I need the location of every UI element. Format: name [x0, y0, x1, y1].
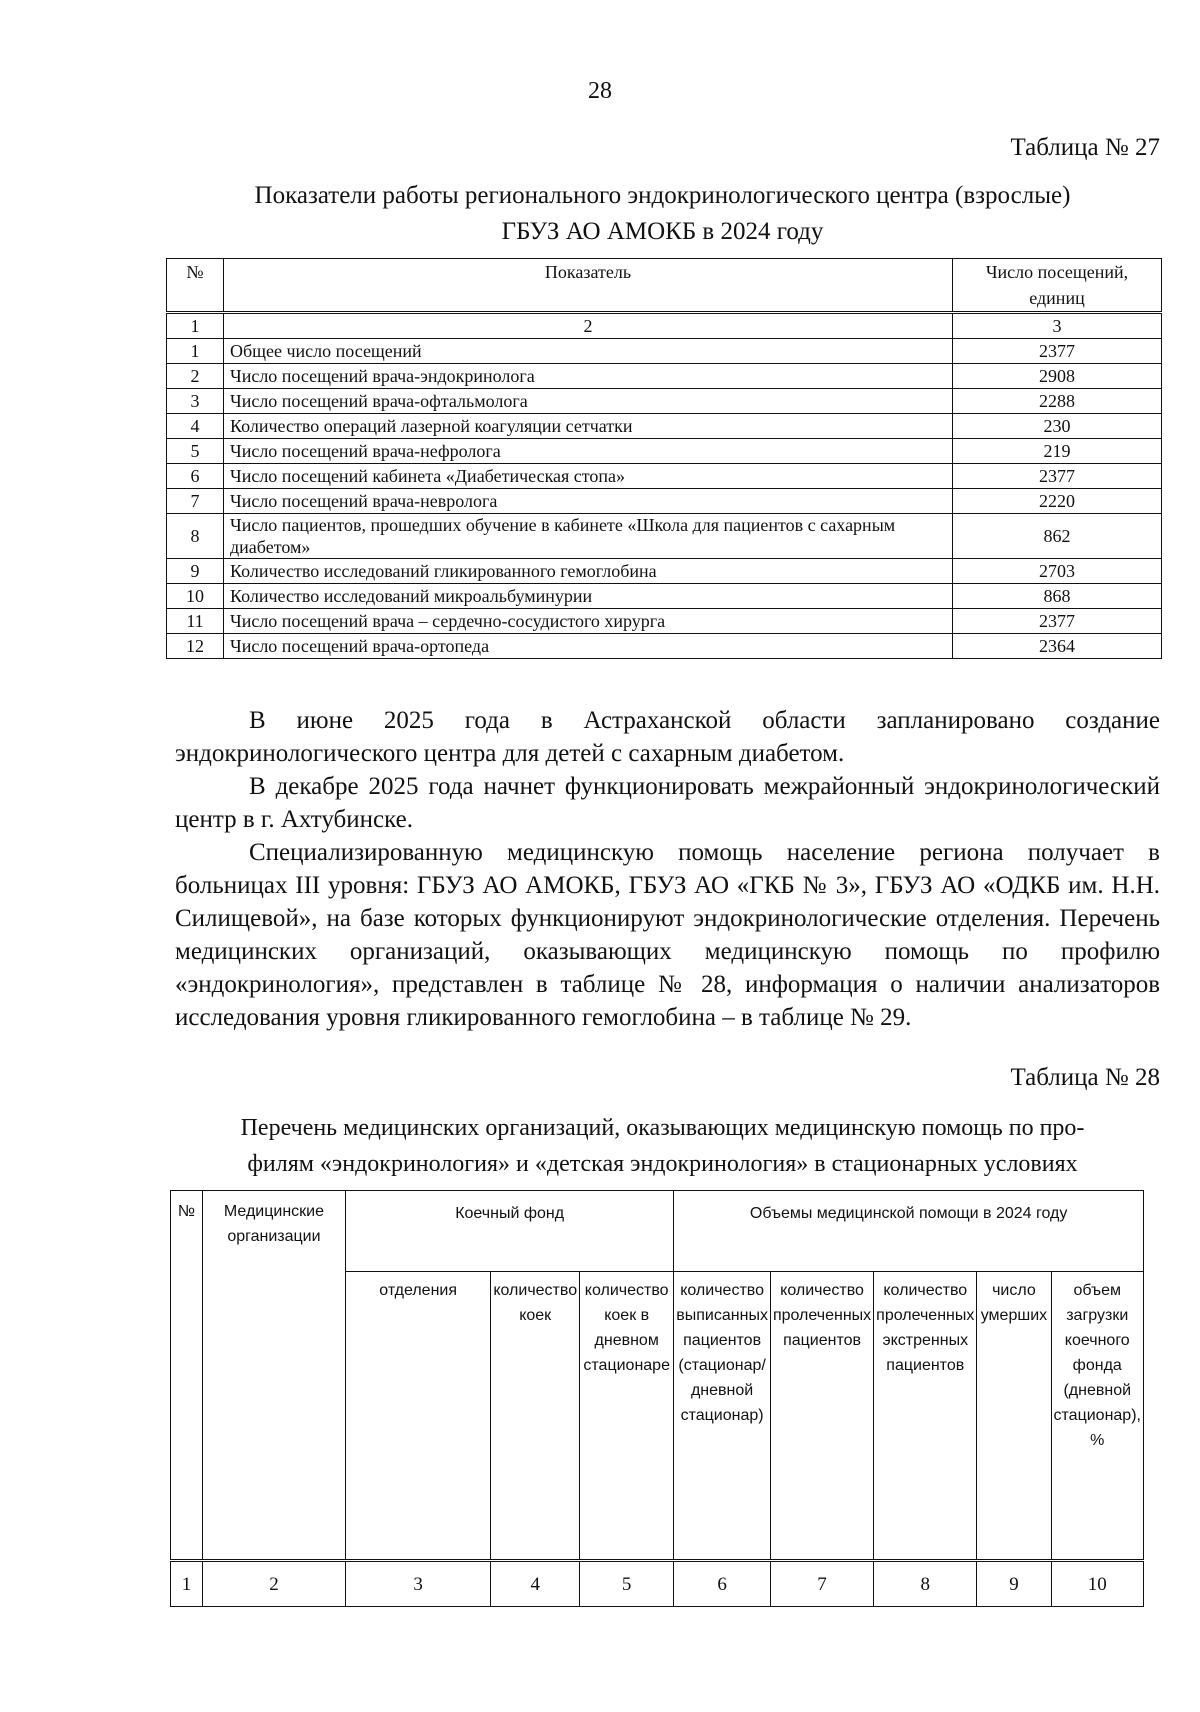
table-28: [170, 1190, 1144, 1607]
row-num: 1: [167, 339, 224, 364]
row-label: Количество исследований микроальбуминурии: [224, 584, 953, 609]
row-value: 2377: [953, 464, 1162, 489]
page-number: 28: [588, 78, 612, 104]
row-value: 862: [953, 514, 1162, 559]
paragraph: В июне 2025 года в Астраханской области запланировано создание эндокринологического центра для детей с сахарным диабетом.: [175, 707, 1160, 767]
subheader-departments: отделения: [345, 1272, 490, 1561]
row-label: Число посещений врача-офтальмолога: [224, 389, 953, 414]
row-num: 7: [167, 489, 224, 514]
table-row: [167, 559, 1162, 584]
table-28-title-line1: Перечень медицинских организаций, оказывающих медицинскую помощь по про-: [240, 1115, 1085, 1141]
table-28-label: Таблица № 28: [1010, 1064, 1160, 1091]
header-organizations: Медицинские организации: [202, 1191, 345, 1561]
index-cell: 6: [674, 1561, 771, 1607]
table-header-row: [167, 259, 1162, 313]
subheader-load: объем загрузки коечного фонда (дневной стационар), %: [1051, 1272, 1144, 1561]
row-value: 2703: [953, 559, 1162, 584]
row-num: 2: [167, 364, 224, 389]
row-label: Число посещений врача-невролога: [224, 489, 953, 514]
index-cell: 5: [580, 1561, 674, 1607]
table-row: [167, 609, 1162, 634]
subheader-emergency-treated: количество пролеченных экстренных пациентов: [874, 1272, 977, 1561]
table-row: [167, 634, 1162, 659]
index-cell: 7: [770, 1561, 873, 1607]
header-indicator: Показатель: [224, 259, 953, 313]
table-row: [167, 514, 1162, 559]
row-label: Число посещений врача-нефролога: [224, 439, 953, 464]
row-num: 8: [167, 514, 224, 559]
row-num: 10: [167, 584, 224, 609]
row-value: 2288: [953, 389, 1162, 414]
header-volumes: Объемы медицинской помощи в 2024 году: [674, 1191, 1144, 1272]
table-row: [167, 364, 1162, 389]
header-num: №: [167, 259, 224, 313]
row-num: 3: [167, 389, 224, 414]
index-cell: 3: [345, 1561, 490, 1607]
row-value: 2364: [953, 634, 1162, 659]
row-label: Число посещений врача-эндокринолога: [224, 364, 953, 389]
row-label: Количество операций лазерной коагуляции сетчатки: [224, 414, 953, 439]
header-visits: Число посещений, единиц: [953, 259, 1162, 313]
subheader-beds: количество коек: [491, 1272, 580, 1561]
row-label: Число пациентов, прошедших обучение в кабинете «Школа для пациентов с сахарным диабетом»: [224, 514, 953, 559]
row-num: 11: [167, 609, 224, 634]
table-index-row: [171, 1561, 1144, 1607]
header-num: №: [171, 1191, 203, 1561]
paragraph: Специализированную медицинскую помощь население региона получает в больницах III уровня: ГБУЗ АО АМОКБ, ГБУЗ АО «ГКБ № 3», ГБУЗ АО «ОДКБ им. Н.Н. Силищевой», на базе которых функционируют эндокринологические отделения. Перечень медицинских организаций, оказывающих медицинскую помощь по профилю «эндокринология», представлен в таблице № 28, информация о наличии анализаторов исследования уровня гликированного гемоглобина – в таблице № 29.: [175, 839, 1160, 1031]
table-27-title-line1: Показатели работы регионального эндокринологического центра (взрослые): [254, 182, 1071, 209]
table-index-row: [167, 313, 1162, 339]
row-num: 9: [167, 559, 224, 584]
index-cell: 1: [171, 1561, 203, 1607]
row-value: 2908: [953, 364, 1162, 389]
row-value: 2377: [953, 609, 1162, 634]
index-cell: 8: [874, 1561, 977, 1607]
index-cell: 2: [202, 1561, 345, 1607]
table-row: [167, 339, 1162, 364]
subheader-deaths: число умерших: [977, 1272, 1051, 1561]
table-row: [167, 464, 1162, 489]
row-num: 4: [167, 414, 224, 439]
paragraph: В декабре 2025 года начнет функционировать межрайонный эндокринологический центр в г. Ахтубинске.: [175, 773, 1160, 833]
table-row: [167, 584, 1162, 609]
table-27-title-line2: ГБУЗ АО АМОКБ в 2024 году: [501, 218, 824, 245]
row-label: Число посещений врача – сердечно-сосудистого хирурга: [224, 609, 953, 634]
index-cell: 2: [224, 313, 953, 339]
subheader-discharged: количество выписанных пациентов (стационар/ дневной стационар): [674, 1272, 771, 1561]
row-value: 219: [953, 439, 1162, 464]
row-value: 868: [953, 584, 1162, 609]
table-28-title: [165, 1110, 1160, 1182]
row-value: 2220: [953, 489, 1162, 514]
body-text: [175, 704, 1160, 1034]
table-27: [166, 258, 1162, 659]
table-27-title: [165, 178, 1160, 250]
table-row: [167, 414, 1162, 439]
row-value: 2377: [953, 339, 1162, 364]
index-cell: 9: [977, 1561, 1051, 1607]
header-bed-fund: Коечный фонд: [345, 1191, 673, 1272]
index-cell: 10: [1051, 1561, 1144, 1607]
row-label: Число посещений кабинета «Диабетическая стопа»: [224, 464, 953, 489]
index-cell: 3: [953, 313, 1162, 339]
row-label: Число посещений врача-ортопеда: [224, 634, 953, 659]
row-num: 12: [167, 634, 224, 659]
subheader-treated: количество пролеченных пациентов: [770, 1272, 873, 1561]
row-value: 230: [953, 414, 1162, 439]
table-row: [167, 389, 1162, 414]
table-27-label: Таблица № 27: [1010, 134, 1160, 161]
row-label: Количество исследований гликированного гемоглобина: [224, 559, 953, 584]
row-label: Общее число посещений: [224, 339, 953, 364]
index-cell: 4: [491, 1561, 580, 1607]
row-num: 6: [167, 464, 224, 489]
table-group-header-row: [171, 1191, 1144, 1272]
subheader-day-beds: количество коек в дневном стационаре: [580, 1272, 674, 1561]
table-28-title-line2: филям «эндокринология» и «детская эндокринология» в стационарных условиях: [247, 1151, 1078, 1177]
row-num: 5: [167, 439, 224, 464]
index-cell: 1: [167, 313, 224, 339]
table-row: [167, 439, 1162, 464]
table-row: [167, 489, 1162, 514]
